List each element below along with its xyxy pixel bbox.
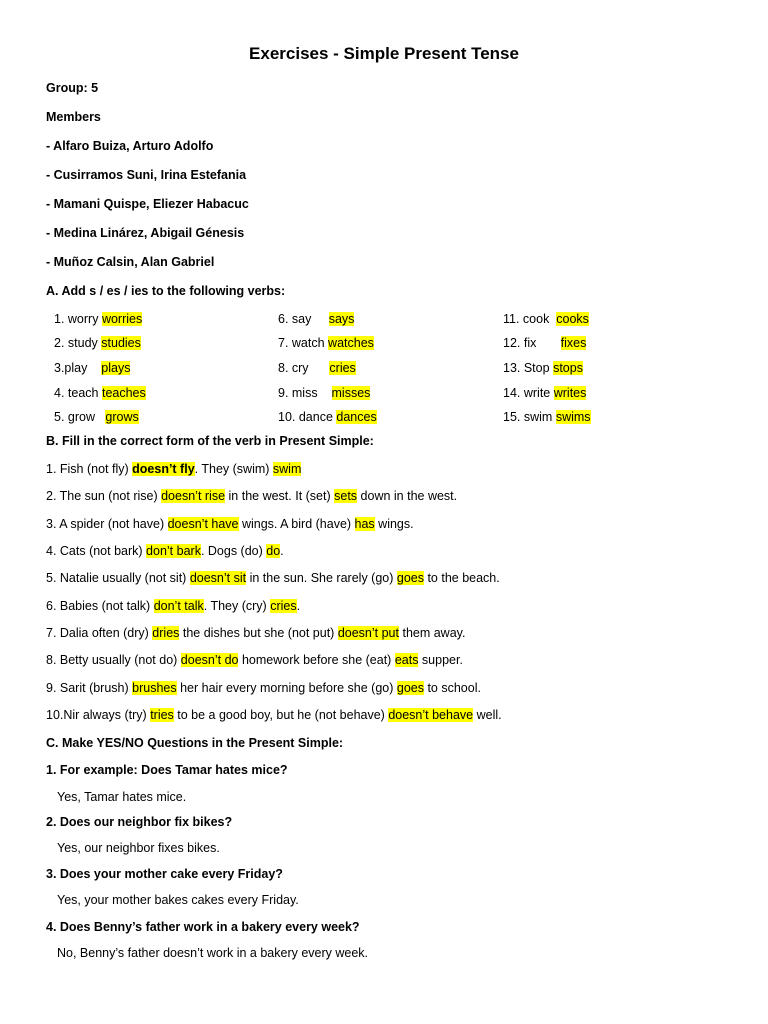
sentence-text: to be a good boy, but he (not behave) (173, 708, 389, 722)
sentence-text: the dishes but she (not put) (179, 626, 338, 640)
verb-item (278, 336, 374, 350)
verb-label: 14. write (503, 386, 551, 400)
verb-item (503, 336, 586, 350)
exercise-sentence (46, 653, 463, 667)
verb-item (503, 386, 586, 400)
verb-item (278, 386, 370, 400)
section-c-heading: C. Make YES/NO Questions in the Present Simple: (46, 736, 344, 750)
verb-label: 13. Stop (503, 361, 550, 375)
verb-item (54, 386, 146, 400)
answer-highlight: dries (152, 626, 180, 640)
answer-highlight: doesn’t behave (388, 708, 474, 722)
sentence-text: down in the west. (357, 489, 458, 503)
sentence-text: 1. Fish (not fly) (46, 462, 133, 476)
answer-text: No, Benny’s father doesn’t work in a bakery every week. (57, 946, 369, 960)
page-title: Exercises - Simple Present Tense (249, 44, 519, 63)
verb-answer: says (328, 312, 355, 326)
sentence-text: 10.Nir always (try) (46, 708, 151, 722)
sentence-text: homework before she (eat) (238, 653, 395, 667)
member-item: - Alfaro Buiza, Arturo Adolfo (46, 139, 214, 153)
answer-highlight: goes (396, 681, 424, 695)
answer-highlight: swim (272, 462, 302, 476)
sentence-text: 7. Dalia often (dry) (46, 626, 153, 640)
sentence-text: . They (swim) (194, 462, 273, 476)
section-a-heading: A. Add s / es / ies to the following verbs: (46, 284, 286, 298)
verb-label: 11. cook (503, 312, 550, 326)
sentence-text: . (296, 599, 301, 613)
answer-highlight: do (266, 544, 281, 558)
verb-label: 3.play (54, 361, 88, 375)
sentence-text: her hair every morning before she (go) (176, 681, 397, 695)
sentence-text: . (280, 544, 284, 558)
sentence-text: to school. (423, 681, 481, 695)
verb-item (278, 410, 377, 424)
verb-item (54, 312, 142, 326)
section-b-heading: B. Fill in the correct form of the verb in Present Simple: (46, 434, 374, 448)
verb-item (54, 336, 141, 350)
verb-label: 15. swim (503, 410, 553, 424)
answer-highlight: brushes (132, 681, 177, 695)
question-text: 2. Does our neighbor fix bikes? (46, 815, 233, 829)
verb-answer: writes (553, 386, 587, 400)
verb-label: 2. study (54, 336, 98, 350)
verb-answer: worries (101, 312, 143, 326)
sentence-text: wings. A bird (have) (238, 517, 355, 531)
answer-text: Yes, our neighbor fixes bikes. (57, 841, 220, 855)
answer-highlight: eats (394, 653, 419, 667)
answer-highlight: doesn’t fly (132, 462, 195, 476)
sentence-text: 3. A spider (not have) (46, 517, 168, 531)
verb-item (278, 312, 354, 326)
verb-label: 12. fix (503, 336, 537, 350)
sentence-text: well. (473, 708, 502, 722)
verb-answer: studies (101, 336, 141, 350)
answer-highlight: doesn’t put (337, 626, 399, 640)
verb-label: 7. watch (278, 336, 325, 350)
verb-item (54, 361, 130, 375)
sentence-text: wings. (374, 517, 414, 531)
exercise-sentence (46, 489, 457, 503)
answer-highlight: don’t bark (146, 544, 201, 558)
sentence-text: them away. (399, 626, 466, 640)
sentence-text: 2. The sun (not rise) (46, 489, 162, 503)
sentence-text: to the beach. (423, 571, 500, 585)
verb-item (503, 410, 591, 424)
question-text: 4. Does Benny’s father work in a bakery every week? (46, 920, 360, 934)
sentence-text: 8. Betty usually (not do) (46, 653, 181, 667)
answer-highlight: don’t talk (153, 599, 204, 613)
exercise-sentence (46, 544, 284, 558)
verb-answer: watches (328, 336, 374, 350)
exercise-sentence (46, 462, 301, 476)
verb-label: 9. miss (278, 386, 318, 400)
verb-item (503, 361, 583, 375)
answer-highlight: goes (396, 571, 424, 585)
sentence-text: in the sun. She rarely (go) (246, 571, 397, 585)
verb-answer: fixes (560, 336, 587, 350)
question-text: 1. For example: Does Tamar hates mice? (46, 763, 288, 777)
answer-highlight: doesn’t sit (189, 571, 247, 585)
verb-label: 5. grow (54, 410, 95, 424)
exercise-sentence (46, 599, 300, 613)
verb-answer: stops (553, 361, 583, 375)
answer-highlight: sets (334, 489, 358, 503)
verb-label: 10. dance (278, 410, 333, 424)
question-text: 3. Does your mother cake every Friday? (46, 867, 283, 881)
exercise-sentence (46, 681, 481, 695)
answer-highlight: has (354, 517, 375, 531)
exercise-sentence (46, 571, 500, 585)
answer-highlight: doesn’t do (180, 653, 239, 667)
sentence-text: 9. Sarit (brush) (46, 681, 133, 695)
sentence-text: 4. Cats (not bark) (46, 544, 147, 558)
verb-answer: teaches (101, 386, 146, 400)
verb-label: 4. teach (54, 386, 99, 400)
exercise-sentence (46, 626, 465, 640)
verb-answer: cries (329, 361, 356, 375)
sentence-text: . Dogs (do) (200, 544, 267, 558)
sentence-text: . They (cry) (203, 599, 271, 613)
verb-answer: grows (105, 410, 139, 424)
verb-item (54, 410, 139, 424)
verb-label: 1. worry (54, 312, 99, 326)
member-item: - Mamani Quispe, Eliezer Habacuc (46, 197, 249, 211)
members-heading: Members (46, 110, 101, 124)
verb-answer: plays (101, 361, 131, 375)
verb-label: 8. cry (278, 361, 309, 375)
member-item: - Medina Linárez, Abigail Génesis (46, 226, 245, 240)
verb-item (503, 312, 589, 326)
verb-answer: misses (331, 386, 371, 400)
sentence-text: 5. Natalie usually (not sit) (46, 571, 190, 585)
member-item: - Cusirramos Suni, Irina Estefania (46, 168, 247, 182)
answer-text: Yes, your mother bakes cakes every Friday. (57, 893, 299, 907)
answer-highlight: cries (270, 599, 297, 613)
exercise-sentence (46, 517, 414, 531)
answer-highlight: doesn’t rise (161, 489, 226, 503)
group-label: Group: 5 (46, 81, 99, 95)
verb-item (278, 361, 356, 375)
verb-answer: dances (336, 410, 377, 424)
answer-text: Yes, Tamar hates mice. (57, 790, 187, 804)
answer-highlight: tries (150, 708, 174, 722)
sentence-text: 6. Babies (not talk) (46, 599, 154, 613)
answer-highlight: doesn’t have (167, 517, 239, 531)
sentence-text: in the west. It (set) (225, 489, 335, 503)
sentence-text: supper. (418, 653, 463, 667)
exercise-sentence (46, 708, 502, 722)
verb-label: 6. say (278, 312, 312, 326)
member-item: - Muñoz Calsin, Alan Gabriel (46, 255, 215, 269)
verb-answer: cooks (556, 312, 589, 326)
verb-answer: swims (555, 410, 591, 424)
